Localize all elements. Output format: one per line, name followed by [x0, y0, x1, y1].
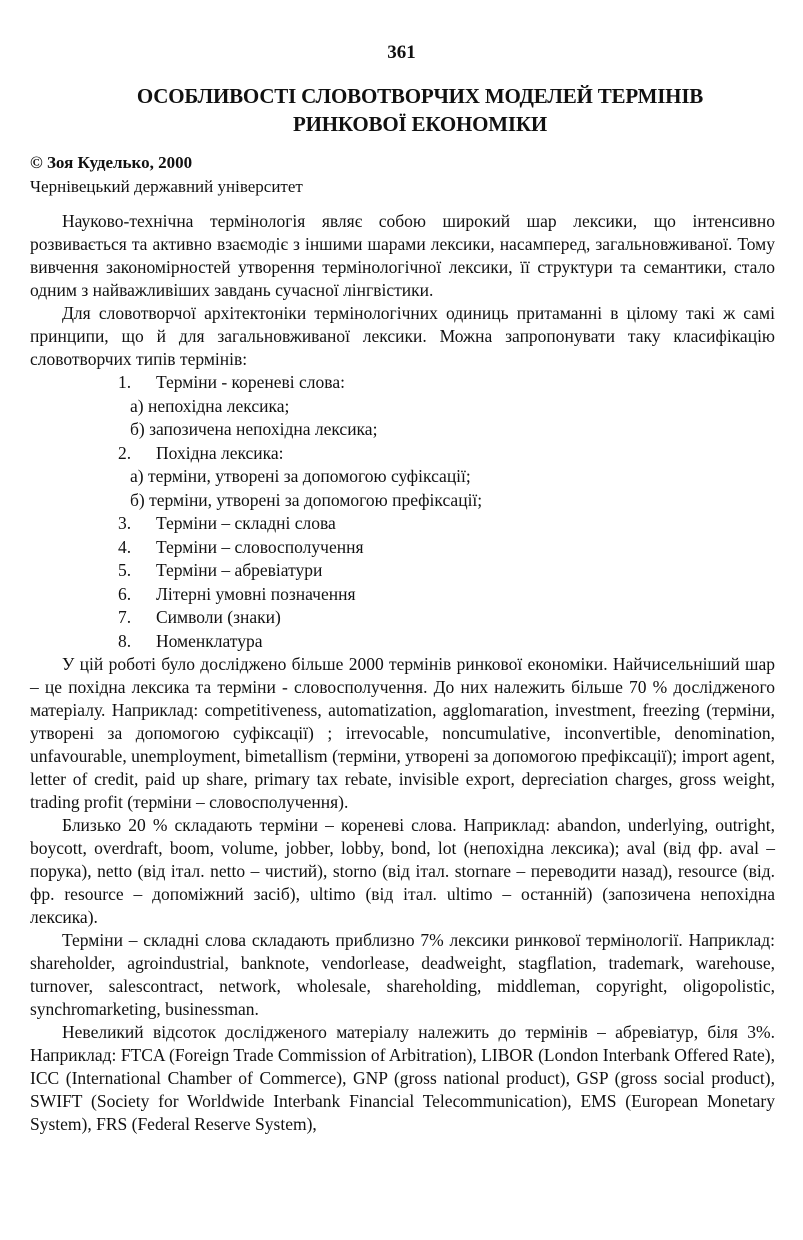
author: © Зоя Куделько, 2000 — [30, 153, 193, 172]
classification-list — [30, 371, 775, 653]
list-subitem: а) терміни, утворені за допомогою суфіксації; — [130, 466, 471, 486]
list-item: 2. Похідна лексика: — [118, 442, 284, 463]
list-item: 7. Символи (знаки) — [118, 607, 281, 627]
list-subitem: б) запозичена непохідна лексика; — [130, 419, 378, 439]
title-line-2: РИНКОВОЇ ЕКОНОМІКИ — [293, 112, 547, 136]
article-body — [30, 210, 775, 1136]
title-line-1: ОСОБЛИВОСТІ СЛОВОТВОРЧИХ МОДЕЛЕЙ ТЕРМІНІВ — [136, 84, 704, 108]
list-item: 4. Терміни – словосполучення — [118, 536, 364, 557]
article-title — [40, 82, 800, 138]
paragraph-2: Для словотворчої архітектоніки термінологічних одиниць притаманні в цілому такі ж самі принципи, що й для загальновживаної лексики. Можна запропонувати таку класифікацію словотворчих типів термінів: — [30, 303, 775, 369]
list-subitem: б) терміни, утворені за допомогою префіксації; — [130, 489, 483, 510]
list-item: 3. Терміни – складні слова — [118, 513, 336, 533]
paragraph-4: Близько 20 % складають терміни – кореневі слова. Наприклад: abandon, underlying, outright, boycott, overdraft, boom, volume, jobber, lobby, bond, lot (непохідна лексика); aval (від фр. aval – порука), netto (від італ. netto – чистий), storno (від італ. stornare – переводити назад), resource (від. фр. resource – допоміжний засіб), ultimo (від італ. ultimo – останній) (запозичена непохідна лексика). — [30, 815, 775, 927]
affiliation: Чернівецький державний університет — [30, 177, 303, 196]
list-item: 8. Номенклатура — [118, 630, 263, 651]
paragraph-1: Науково-технічна термінологія являє собою широкий шар лексики, що інтенсивно розвивається та активно взаємодіє з іншими шарами лексики, насамперед, загальновживаної. Тому вивчення закономірностей утворення термінологічної лексики, її структури та семантики, стало одним з найважливіших завдань сучасної лінгвістики. — [30, 211, 775, 300]
list-item: 5. Терміни – абревіатури — [118, 560, 323, 580]
paragraph-3: У цій роботі було досліджено більше 2000 термінів ринкової економіки. Найчисельніший шар – це похідна лексика та терміни - словосполучення. До них належить більше 70 % дослідженого матеріалу. Наприклад: competitiveness, automatization, agglomaration, investment, freezing (терміни, утворені за допомогою суфіксації) ; irrevocable, noncumulative, inconvertible, denomination, unfavourable, unemployment, bimetallism (терміни, утворені за допомогою префіксації); import agent, letter of credit, paid up share, primary tax rebate, invisible export, depreciation charges, gross weight, trading profit (терміни – словосполучення). — [30, 654, 775, 812]
paragraph-6: Невеликий відсоток дослідженого матеріалу належить до термінів – абревіатур, біля 3%. Наприклад: FTCA (Foreign Trade Commission of Arbitration), LIBOR (London Interbank Offered Rate), ICC (International Chamber of Commerce), GNP (gross national product), GSP (gross social product), SWIFT (Society for Worldwide Interbank Financial Telecommunication), EMS (European Monetary System), FRS (Federal Reserve System), — [30, 1022, 775, 1134]
paragraph-5: Терміни – складні слова складають приблизно 7% лексики ринкової термінології. Наприклад: shareholder, agroindustrial, banknote, vendorlease, deadweight, stagflation, trademark, warehouse, turnover, salescontract, network, wholesale, shareholding, middleman, copyright, oligopolistic, synchromarketing, businessman. — [30, 930, 775, 1019]
page-number: 361 — [387, 42, 416, 63]
list-item: 1. Терміни - кореневі слова: — [118, 372, 345, 392]
list-subitem: а) непохідна лексика; — [130, 395, 290, 416]
list-item: 6. Літерні умовні позначення — [118, 583, 356, 604]
